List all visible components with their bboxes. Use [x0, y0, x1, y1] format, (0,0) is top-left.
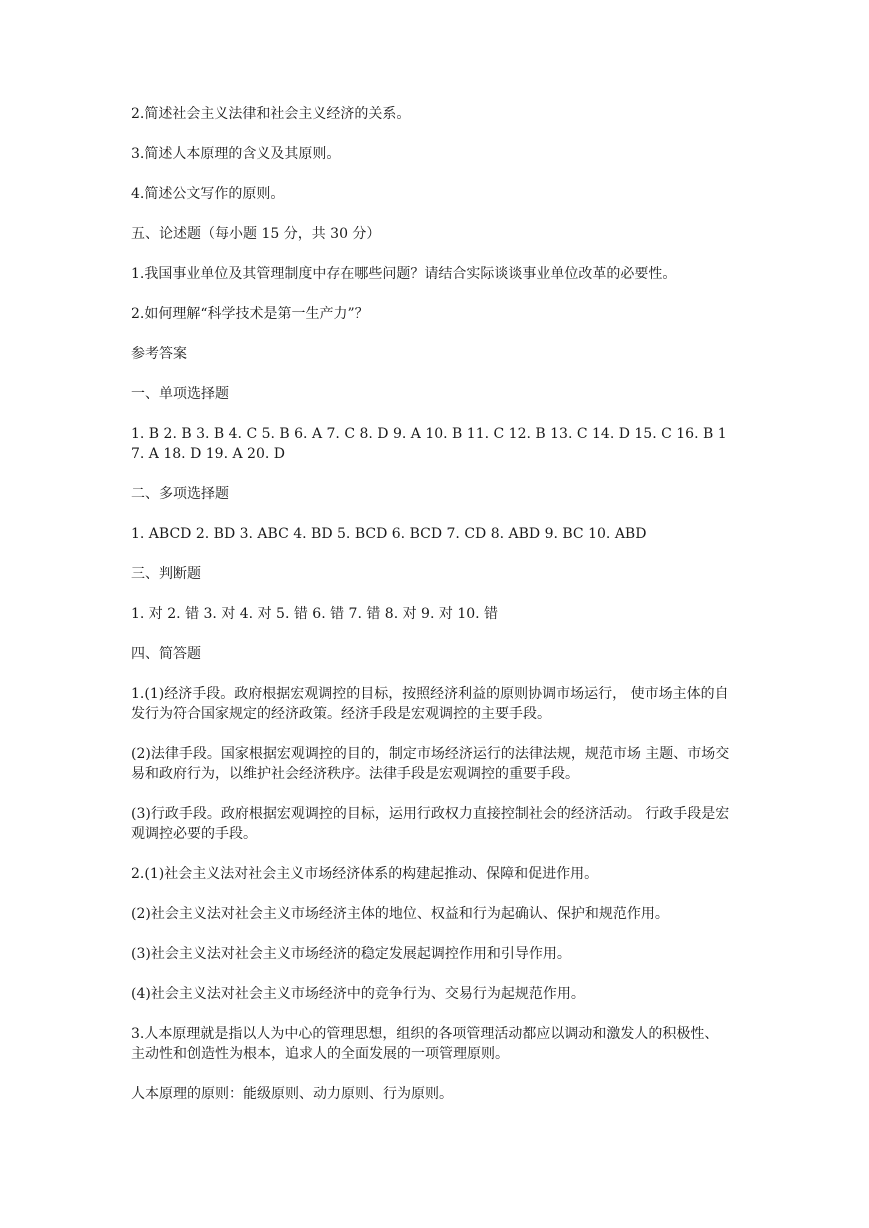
true-false-answers: 1. 对 2. 错 3. 对 4. 对 5. 错 6. 错 7. 错 8. 对 9. 对 10. 错 [131, 606, 499, 622]
short-answer-2-part-4: (4)社会主义法对社会主义市场经济中的竞争行为、交易行为起规范作用。 [131, 986, 585, 1002]
short-answer-2-part-3: (3)社会主义法对社会主义市场经济的稳定发展起调控作用和引导作用。 [131, 946, 571, 962]
essay-question-1: 1.我国事业单位及其管理制度中存在哪些问题？请结合实际谈谈事业单位改革的必要性。 [131, 266, 677, 282]
document-body [131, 104, 731, 1124]
single-choice-heading: 一、单项选择题 [131, 386, 229, 402]
short-answer-2-part-2: (2)社会主义法对社会主义市场经济主体的地位、权益和行为起确认、保护和规范作用。 [131, 906, 669, 922]
short-answer-heading: 四、简答题 [131, 646, 201, 662]
short-answer-1-part-3: (3)行政手段。政府根据宏观调控的目标，运用行政权力直接控制社会的经济活动。 行政手段是宏观调控必要的手段。 [131, 806, 730, 842]
question-2-text: 2.简述社会主义法律和社会主义经济的关系。 [131, 106, 411, 122]
answer-key-heading: 参考答案 [131, 346, 187, 362]
short-answer-1-part-2: (2)法律手段。国家根据宏观调控的目的，制定市场经济运行的法律法规，规范市场 主题、市场交易和政府行为，以维护社会经济秩序。法律手段是宏观调控的重要手段。 [131, 746, 730, 782]
single-choice-answers: 1. B 2. B 3. B 4. C 5. B 6. A 7. C 8. D 9. A 10. B 11. C 12. B 13. C 14. D 15. C 16. B 17. A 18. D 19. A 20. D [131, 426, 727, 462]
short-answer-3-definition: 3.人本原理就是指以人为中心的管理思想，组织的各项管理活动都应以调动和激发人的积极性、主动性和创造性为根本，追求人的全面发展的一项管理原则。 [131, 1026, 719, 1062]
question-3-text: 3.简述人本原理的含义及其原则。 [131, 146, 341, 162]
short-answer-1-part-1: 1.(1)经济手段。政府根据宏观调控的目标，按照经济利益的原则协调市场运行， 使市场主体的自发行为符合国家规定的经济政策。经济手段是宏观调控的主要手段。 [131, 686, 729, 722]
short-answer-3-principles: 人本原理的原则：能级原则、动力原则、行为原则。 [131, 1086, 453, 1102]
essay-question-2: 2.如何理解“科学技术是第一生产力”？ [131, 306, 369, 322]
question-4-text: 4.简述公文写作的原则。 [131, 186, 285, 202]
section-five-heading: 五、论述题（每小题 15 分，共 30 分） [131, 226, 381, 242]
short-answer-2-part-1: 2.(1)社会主义法对社会主义市场经济体系的构建起推动、保障和促进作用。 [131, 866, 599, 882]
true-false-heading: 三、判断题 [131, 566, 201, 582]
multiple-choice-heading: 二、多项选择题 [131, 486, 229, 502]
multiple-choice-answers: 1. ABCD 2. BD 3. ABC 4. BD 5. BCD 6. BCD 7. CD 8. ABD 9. BC 10. ABD [131, 526, 647, 542]
